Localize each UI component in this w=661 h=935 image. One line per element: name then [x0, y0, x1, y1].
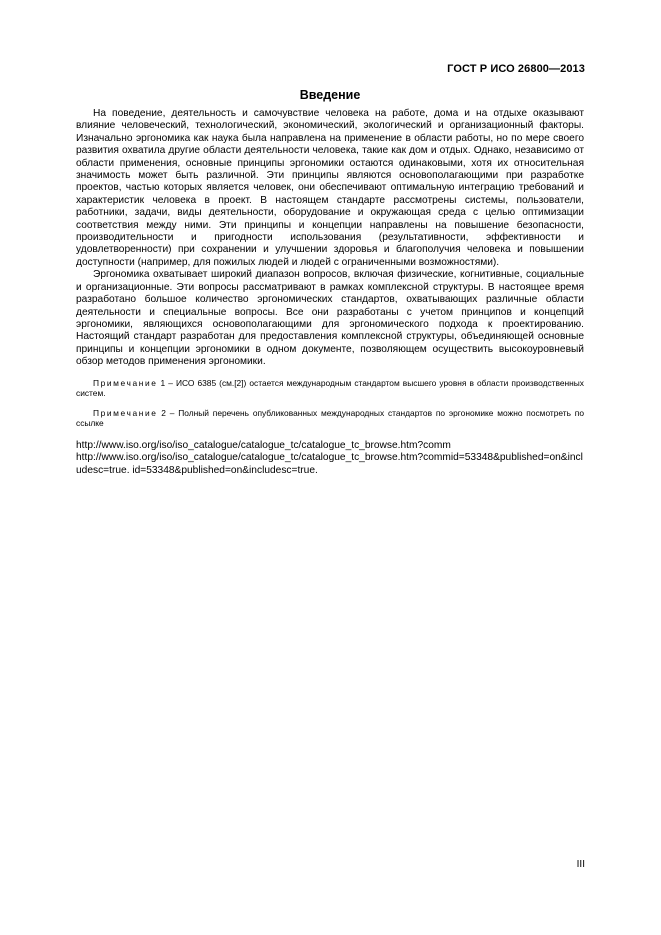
- note: [76, 378, 584, 399]
- note: [76, 408, 584, 429]
- note-text: 2 – Полный перечень опубликованных международных стандартов по эргономике можно посмотреть по ссылке: [76, 407, 584, 429]
- document-code: ГОСТ Р ИСО 26800—2013: [447, 63, 585, 75]
- note-label: Примечание: [93, 377, 158, 388]
- note-text: 1 – ИСО 6385 (см.[2]) остается международным стандартом высшего уровня в области производственных систем.: [76, 377, 584, 399]
- link-list: [76, 440, 584, 477]
- section-title: Введение: [299, 88, 361, 102]
- page-number: III: [576, 859, 585, 870]
- document-content: [76, 88, 584, 477]
- reference-link[interactable]: http://www.iso.org/iso/iso_catalogue/catalogue_tc/catalogue_tc_browse.htm?commid=53348&published=on&includesc=true. id=53348&published=on&includesc=true.: [76, 452, 583, 476]
- paragraph: Эргономика охватывает широкий диапазон вопросов, включая физические, когнитивные, социальные и организационные. Эти вопросы рассматривают в рамках комплексной структуры. В настоящее время разработано большое количество эргономических стандартов, охватывающих различные области деятельности и специальные вопросы. Все они разработаны с учетом принципов и концепций эргономики, являющихся основополагающими для эргономического подхода к проектированию. Настоящий стандарт разработан для предоставления комплексной структуры, объединяющей основные принципы и концепции эргономики в одном документе, позволяющем осуществить высокоуровневый обзор методов применения эргономики.: [76, 269, 584, 368]
- paragraph: На поведение, деятельность и самочувствие человека на работе, дома и на отдыхе оказывают влияние человеческий, технологический, экономический, экологический и организационный факторы. Изначально эргономика как наука была направлена на применение в области работы, но по мере своего развития охватила другие области деятельности человека, такие как дом и отдых. Однако, независимо от области применения, основные принципы эргономики остаются одинаковыми, хотя их относительная значимость может быть различной. Эти принципы являются основополагающими при разработке проектов, частью которых является человек, они обеспечивают оптимальную интеграцию требований и характеристик человека в проект. В настоящем стандарте рассмотрены системы, пользователи, работники, задачи, виды деятельности, оборудование и окружающая среда с целью оптимизации соответствия между ними. Эти принципы и концепции направлены на повышение безопасности, производительности и пригодности использования (результативности, эффективности и удовлетворенности) при сохранении и улучшении здоровья и благополучия человека и повышении доступности (например, для пожилых людей и людей с ограниченными возможностями).: [76, 108, 584, 268]
- note-label: Примечание: [93, 407, 158, 418]
- reference-link[interactable]: http://www.iso.org/iso/iso_catalogue/catalogue_tc/catalogue_tc_browse.htm?comm: [76, 439, 451, 451]
